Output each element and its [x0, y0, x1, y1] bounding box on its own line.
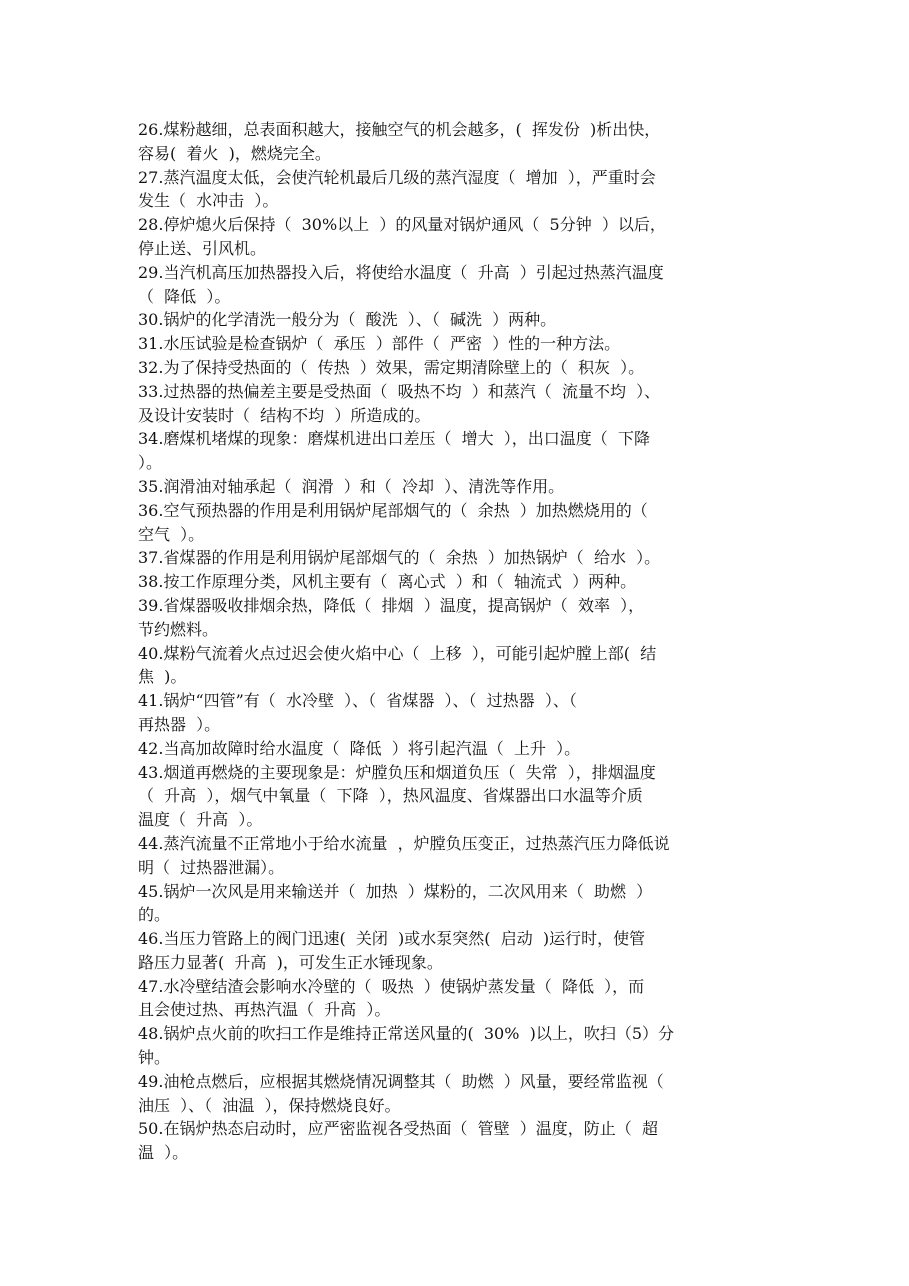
question-list [138, 118, 778, 1165]
text-line: 钟。 [138, 1048, 171, 1068]
text-line: 37.省煤器的作用是利用锅炉尾部烟气的（ 余热 ）加热锅炉（ 给水 ）。 [138, 548, 661, 568]
text-line: 节约燃料。 [138, 619, 219, 639]
text-line: （ 升高 ），烟气中氧量（ 下降 ），热风温度、省煤器出口水温等介质 [138, 786, 643, 806]
text-line: 50.在锅炉热态启动时，应严密监视各受热面（ 管壁 ）温度，防止（ 超 [138, 1119, 658, 1139]
text-line: 29.当汽机高压加热器投入后，将使给水温度（ 升高 ）引起过热蒸汽温度 [138, 262, 664, 282]
text-line: 41.锅炉“四管”有（ 水冷壁 ）、（ 省煤器 ）、（ 过热器 ）、（ [138, 691, 577, 711]
text-line: 31.水压试验是检查锅炉（ 承压 ）部件（ 严密 ）性的一种方法。 [138, 334, 621, 354]
text-line: 26.煤粉越细，总表面积越大，接触空气的机会越多，( 挥发份 )析出快， [138, 120, 661, 139]
text-line: ）。 [138, 453, 163, 473]
text-line: 49.油枪点燃后，应根据其燃烧情况调整其（ 助燃 ）风量，要经常监视（ [138, 1071, 664, 1091]
text-line: 再热器 ）。 [138, 714, 221, 734]
text-line: 30.锅炉的化学清洗一般分为（ 酸洗 ）、（ 碱洗 ）两种。 [138, 310, 557, 330]
text-line: 44.蒸汽流量不正常地小于给水流量 ，炉膛负压变正，过热蒸汽压力降低说 [138, 833, 670, 853]
text-line: 45.锅炉一次风是用来输送并（ 加热 ）煤粉的，二次风用来（ 助燃 ） [138, 881, 653, 901]
text-line: 39.省煤器吸收排烟余热，降低（ 排烟 ）温度，提高锅炉（ 效率 ）， [138, 595, 645, 615]
text-line: 48.锅炉点火前的吹扫工作是维持正常送风量的( 30% )以上，吹扫（5）分 [138, 1024, 675, 1044]
text-line: 28.停炉熄火后保持（ 30%以上 ）的风量对锅炉通风（ 5分钟 ）以后， [138, 215, 666, 235]
text-line: 34.磨煤机堵煤的现象：磨煤机进出口差压（ 增大 ），出口温度（ 下降 [138, 429, 650, 449]
text-line: 38.按工作原理分类，风机主要有（ 离心式 ）和（ 轴流式 ）两种。 [138, 572, 637, 592]
text-line: 焦 )。 [138, 667, 187, 687]
text-line: 46.当压力管路上的阀门迅速( 关闭 )或水泵突然( 启动 )运行时，使管 [138, 929, 646, 949]
text-line: 47.水冷壁结渣会影响水冷壁的（ 吸热 ）使锅炉蒸发量（ 降低 ），而 [138, 976, 645, 996]
text-line: 路压力显著( 升高 )，可发生正水锤现象。 [138, 952, 443, 972]
text-line: 42.当高加故障时给水温度（ 降低 ）将引起汽温（ 上升 ）。 [138, 738, 581, 758]
text-line: 明（ 过热器泄漏）。 [138, 857, 285, 877]
text-line: 40.煤粉气流着火点过迟会使火焰中心（ 上移 ），可能引起炉膛上部( 结 [138, 643, 657, 663]
text-line: 发生（ 水冲击 ）。 [138, 191, 279, 211]
text-line: 及设计安装时（ 结构不均 ）所造成的。 [138, 405, 431, 425]
text-line: 容易( 着火 )，燃烧完全。 [138, 143, 331, 163]
text-line: 且会使过热、再热汽温（ 升高 ）。 [138, 1000, 391, 1020]
text-line: 空气 ）。 [138, 524, 205, 544]
text-line: 27.蒸汽温度太低，会使汽轮机最后几级的蒸汽湿度（ 增加 ），严重时会 [138, 167, 656, 187]
text-line: 停止送、引风机。 [138, 238, 267, 258]
text-line: 35.润滑油对轴承起（ 润滑 ）和（ 冷却 ）、清洗等作用。 [138, 476, 565, 496]
text-line: （ 降低 ）。 [138, 286, 231, 306]
text-line: 的。 [138, 905, 171, 925]
text-line: 43.烟道再燃烧的主要现象是：炉膛负压和烟道负压（ 失常 ），排烟温度 [138, 762, 656, 782]
text-line: 温度（ 升高 ）。 [138, 810, 263, 830]
text-line: 32.为了保持受热面的（ 传热 ）效果，需定期清除壁上的（ 积灰 ）。 [138, 357, 645, 377]
text-line: 33.过热器的热偏差主要是受热面（ 吸热不均 ）和蒸汽（ 流量不均 ）、 [138, 381, 661, 401]
text-line: 36.空气预热器的作用是利用锅炉尾部烟气的（ 余热 ）加热燃烧用的（ [138, 500, 648, 520]
text-line: 温 ）。 [138, 1143, 189, 1163]
text-line: 油压 ）、（ 油温 ），保持燃烧良好。 [138, 1095, 401, 1115]
